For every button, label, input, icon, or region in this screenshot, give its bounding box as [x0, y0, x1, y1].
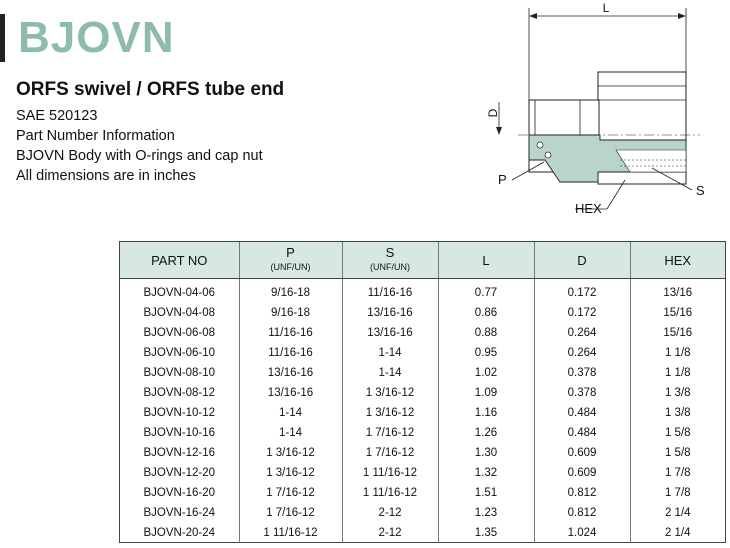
- table-cell: 0.378: [534, 383, 630, 403]
- table-cell: 1.16: [438, 403, 534, 423]
- table-row: [120, 463, 725, 483]
- table-cell: 13/16-16: [342, 323, 438, 343]
- table-cell: BJOVN-06-10: [120, 343, 239, 363]
- dimensions-table-frame: [119, 241, 726, 543]
- table-cell: 11/16-16: [342, 279, 438, 304]
- table-cell: BJOVN-04-06: [120, 279, 239, 304]
- table-cell: BJOVN-20-24: [120, 523, 239, 543]
- table-cell: 1 7/8: [664, 467, 691, 479]
- info-line: All dimensions are in inches: [16, 168, 196, 184]
- table-row: [120, 483, 725, 503]
- table-row: [120, 279, 725, 304]
- table-cell: 9/16-18: [239, 279, 342, 304]
- table-cell: 0.264: [534, 323, 630, 343]
- col-header: P (UNF/UN): [239, 242, 342, 279]
- table-cell: 0.172: [534, 279, 630, 304]
- table-row: [120, 363, 725, 383]
- col-header: PART NO: [120, 242, 239, 279]
- table-cell: 2-12: [342, 523, 438, 543]
- page-title: BJOVN: [18, 13, 175, 62]
- table-cell: 0.86: [438, 303, 534, 323]
- col-header: D: [534, 242, 630, 279]
- table-row: [120, 443, 725, 463]
- table-cell: 1.02: [438, 363, 534, 383]
- table-cell: 1 11/16-12: [239, 523, 342, 543]
- table-cell: 2-12: [342, 503, 438, 523]
- table-cell: 1 3/16-12: [342, 403, 438, 423]
- label-l: L: [602, 1, 610, 15]
- table-cell: 1 7/16-12: [342, 423, 438, 443]
- table-body: [120, 279, 725, 544]
- table-cell: 13/16: [663, 287, 693, 299]
- col-header-unit: (UNF/UN): [270, 262, 311, 272]
- arrow-icon: [496, 127, 502, 135]
- table-row: [120, 323, 725, 343]
- table-cell: BJOVN-10-16: [120, 423, 239, 443]
- info-line: SAE 520123: [16, 108, 98, 124]
- table-cell: 1-14: [342, 343, 438, 363]
- table-cell: BJOVN-06-08: [120, 323, 239, 343]
- table-cell: BJOVN-08-12: [120, 383, 239, 403]
- table-cell: 1 1/8: [664, 367, 691, 379]
- table-cell: 0.378: [534, 363, 630, 383]
- table-cell: 1 7/16-12: [239, 483, 342, 503]
- table-cell: 0.812: [534, 503, 630, 523]
- label-d: D: [486, 108, 500, 118]
- table-row: [120, 303, 725, 323]
- label-p: P: [498, 172, 507, 187]
- table-cell: 1.26: [438, 423, 534, 443]
- table-cell: 15/16: [663, 327, 693, 339]
- table-row: [120, 523, 725, 543]
- table-cell: 0.812: [534, 483, 630, 503]
- table-row: [120, 423, 725, 443]
- table-cell: 1.32: [438, 463, 534, 483]
- table-cell: BJOVN-12-16: [120, 443, 239, 463]
- col-header: S (UNF/UN): [342, 242, 438, 279]
- col-header-unit: (UNF/UN): [370, 262, 410, 272]
- table-row: [120, 343, 725, 363]
- table-cell: BJOVN-16-20: [120, 483, 239, 503]
- table-cell: 1 11/16-12: [342, 463, 438, 483]
- table-cell: 1.23: [438, 503, 534, 523]
- table-cell: 0.95: [438, 343, 534, 363]
- table-cell: 1.024: [534, 523, 630, 543]
- table-cell: 2 1/4: [664, 507, 691, 519]
- table-cell: BJOVN-08-10: [120, 363, 239, 383]
- table-cell: 0.77: [438, 279, 534, 304]
- table-cell: 11/16-16: [239, 343, 342, 363]
- table-cell: 1 11/16-12: [342, 483, 438, 503]
- table-cell: 1.35: [438, 523, 534, 543]
- table-cell: 0.172: [534, 303, 630, 323]
- table-cell: BJOVN-10-12: [120, 403, 239, 423]
- table-cell: 1 3/16-12: [239, 463, 342, 483]
- table-cell: 2 1/4: [664, 527, 691, 539]
- table-cell: 0.264: [534, 343, 630, 363]
- table-row: [120, 383, 725, 403]
- table-cell: 1.09: [438, 383, 534, 403]
- table-cell: 1-14: [342, 363, 438, 383]
- fitting-drawing: [470, 0, 730, 230]
- info-line: Part Number Information: [16, 128, 175, 144]
- col-header: HEX: [630, 242, 725, 279]
- table-cell: 13/16-16: [342, 303, 438, 323]
- page-subtitle: ORFS swivel / ORFS tube end: [16, 79, 285, 100]
- table-cell: 13/16-16: [239, 363, 342, 383]
- table-cell: BJOVN-16-24: [120, 503, 239, 523]
- table-cell: 11/16-16: [239, 323, 342, 343]
- arrow-icon: [529, 13, 537, 19]
- table-cell: 9/16-18: [239, 303, 342, 323]
- dimensions-table: [120, 242, 725, 543]
- table-cell: 1 7/16-12: [342, 443, 438, 463]
- col-header: L: [438, 242, 534, 279]
- table-cell: 0.484: [534, 403, 630, 423]
- table-cell: 1.30: [438, 443, 534, 463]
- table-cell: 1-14: [239, 403, 342, 423]
- table-cell: 1 1/8: [664, 347, 691, 359]
- label-s: S: [696, 183, 705, 198]
- label-hex: HEX: [575, 201, 602, 216]
- table-header-row: [120, 242, 725, 279]
- table-cell: 0.484: [534, 423, 630, 443]
- table-cell: 1 7/8: [664, 487, 691, 499]
- table-cell: BJOVN-04-08: [120, 303, 239, 323]
- table-row: [120, 503, 725, 523]
- table-cell: 1.51: [438, 483, 534, 503]
- info-line: BJOVN Body with O-rings and cap nut: [16, 148, 263, 164]
- table-cell: 13/16-16: [239, 383, 342, 403]
- arrow-icon: [678, 13, 686, 19]
- table-cell: 0.609: [534, 463, 630, 483]
- table-cell: 0.609: [534, 443, 630, 463]
- table-cell: 1 3/16-12: [342, 383, 438, 403]
- table-cell: 1 7/16-12: [239, 503, 342, 523]
- table-cell: 0.88: [438, 323, 534, 343]
- table-cell: 1-14: [239, 423, 342, 443]
- table-cell: 1 3/8: [664, 387, 691, 399]
- table-cell: BJOVN-12-20: [120, 463, 239, 483]
- table-cell: 1 5/8: [664, 427, 691, 439]
- info-block: [16, 106, 263, 186]
- table-row: [120, 403, 725, 423]
- title-accent-bar: [0, 14, 5, 62]
- table-cell: 15/16: [663, 307, 693, 319]
- table-cell: 1 3/8: [664, 407, 691, 419]
- table-cell: 1 3/16-12: [239, 443, 342, 463]
- table-cell: 1 5/8: [664, 447, 691, 459]
